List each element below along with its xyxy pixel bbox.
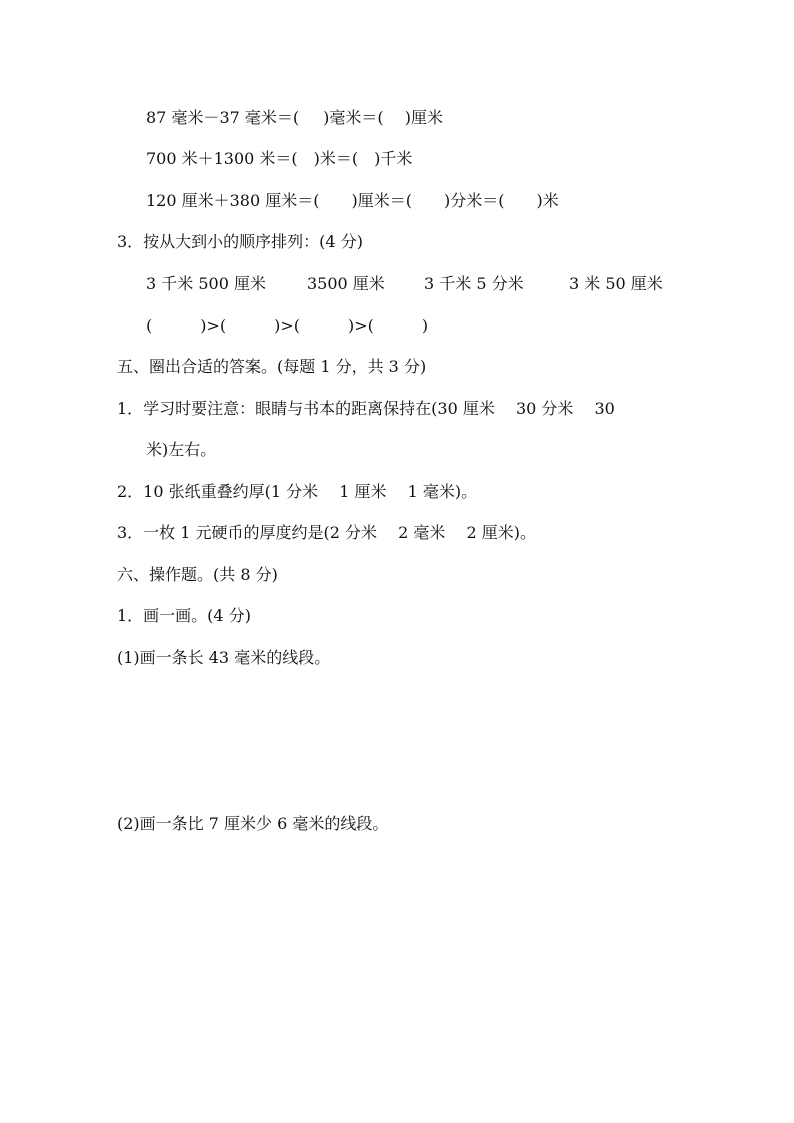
- length-item-4: 3 米 50 厘米: [569, 274, 663, 293]
- section-5-question-1-line-2: 米)左右。: [146, 440, 217, 459]
- section-5-question-2: 2．10 张纸重叠约厚(1 分米 1 厘米 1 毫米)。: [117, 482, 478, 501]
- section-5-question-3: 3．一枚 1 元硬币的厚度约是(2 分米 2 毫米 2 厘米)。: [117, 523, 536, 542]
- section-5-question-1-line-1: 1．学习时要注意：眼睛与书本的距离保持在(30 厘米 30 分米 30: [117, 399, 615, 418]
- conversion-1: 87 毫米－37 毫米＝( )毫米＝( )厘米: [146, 108, 443, 127]
- length-item-2: 3500 厘米: [307, 274, 385, 293]
- length-item-1: 3 千米 500 厘米: [146, 274, 266, 293]
- question-3-title: 3．按从大到小的顺序排列：(4 分): [117, 232, 363, 251]
- section-6-question-1-title: 1．画一画。(4 分): [117, 606, 251, 625]
- drawing-area-2: [117, 846, 677, 1046]
- section-5-heading: 五、圈出合适的答案。(每题 1 分，共 3 分): [117, 357, 427, 376]
- length-item-3: 3 千米 5 分米: [424, 274, 524, 293]
- section-6-part-2: (2)画一条比 7 厘米少 6 毫米的线段。: [117, 814, 389, 833]
- drawing-area-1: [117, 680, 677, 800]
- conversion-3: 120 厘米＋380 厘米＝( )厘米＝( )分米＝( )米: [146, 191, 559, 210]
- section-6-heading: 六、操作题。(共 8 分): [117, 565, 278, 584]
- order-blanks: ( )>( )>( )>( ): [146, 316, 429, 335]
- conversion-2: 700 米＋1300 米＝( )米＝( )千米: [146, 149, 413, 168]
- section-6-part-1: (1)画一条长 43 毫米的线段。: [117, 648, 331, 667]
